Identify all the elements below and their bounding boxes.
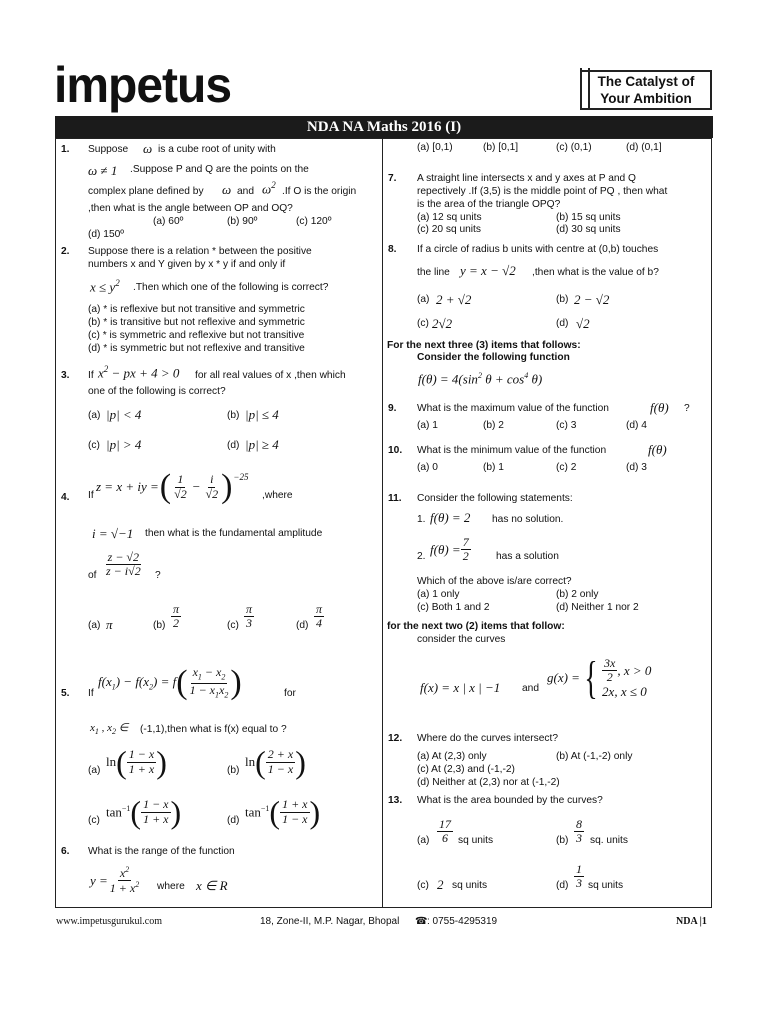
q2-text: numbers x and Y given by x * y if and only if <box>88 259 286 270</box>
q1-option-c: (c) 120º <box>296 216 332 227</box>
q4-z-expression: z = x + iy = ( $\frac{1}{√2}$ − $\frac{i}{√2}$ ) −25 <box>96 468 249 505</box>
tagline-line1: The Catalyst of <box>597 74 695 89</box>
g-x-definition: g(x) = { $\frac{3x}{2}$ , x > 0 2x, x ≤ 0 <box>547 652 652 703</box>
q2-number: 2. <box>61 246 70 257</box>
instruction-and: and <box>522 683 539 694</box>
q4-text: ,where <box>262 490 293 501</box>
q5-option-b-expr: ln ( $\frac{2 + x}{1 - x}$ ) <box>245 744 306 780</box>
q8-option-a-expr: 2 + √2 <box>436 292 472 307</box>
q13-option-d-expr: $\frac{1}{3}$ <box>576 862 582 891</box>
q11-option-d: (d) Neither 1 nor 2 <box>556 602 639 613</box>
q4-number: 4. <box>61 492 70 503</box>
q11-text: Consider the following statements: <box>417 493 573 504</box>
x-in-r: x ∈ R <box>196 878 228 893</box>
q11-statement-1-num: 1. <box>417 514 426 525</box>
q4-option-a: (a) <box>88 620 101 631</box>
q11-option-c: (c) Both 1 and 2 <box>417 602 490 613</box>
q13-option-a-expr: $\frac{17}{6}$ <box>439 817 451 846</box>
q8-text: the line <box>417 267 450 278</box>
q4-option-a-expr: π <box>106 617 113 632</box>
q1-text: .Suppose P and Q are the points on the <box>130 164 309 175</box>
q11-statement-2-eq: f(θ) = $\frac{7}{2}$ <box>430 535 469 564</box>
q3-text: If <box>88 370 94 381</box>
footer-website[interactable]: www.impetusgurukul.com <box>56 916 163 927</box>
q11-option-a: (a) 1 only <box>417 589 460 600</box>
q3-inequality: $x^2$ − px + 4 > 0 <box>98 364 180 381</box>
q12-option-d: (d) Neither at (2,3) nor at (-1,-2) <box>417 777 560 788</box>
f-theta: f(θ) <box>650 400 669 415</box>
q9-option-d: (d) 4 <box>626 420 647 431</box>
q4-text: If <box>88 490 94 501</box>
q7-option-c: (c) 20 sq units <box>417 224 481 235</box>
q1-text: is a cube root of unity with <box>158 144 276 155</box>
q9-number: 9. <box>388 403 397 414</box>
q13-option-c: (c) <box>417 880 429 891</box>
q5-option-d: (d) <box>227 815 240 826</box>
q5-text: If <box>88 688 94 699</box>
q4-option-d: (d) <box>296 620 309 631</box>
q7-option-b: (b) 15 sq units <box>556 212 621 223</box>
q7-text: A straight line intersects x and y axes at P and Q <box>417 173 636 184</box>
q5-option-a-expr: ln ( $\frac{1 - x}{1 + x}$ ) <box>106 744 167 780</box>
q11-statement-1-eq: f(θ) = 2 <box>430 510 471 525</box>
q6-option-c: (c) (0,1) <box>556 142 592 153</box>
q1-number: 1. <box>61 144 70 155</box>
q11-number: 11. <box>388 493 402 504</box>
q8-option-d: (d) <box>556 318 569 329</box>
instruction-function: Consider the following function <box>417 352 570 363</box>
footer-phone: : 0755-4295319 <box>427 916 498 927</box>
q13-option-b-unit: sq. units <box>590 835 628 846</box>
q10-number: 10. <box>388 445 403 456</box>
omega-squared: $\omega^2$ <box>262 180 276 197</box>
q8-option-c: (c) <box>417 318 429 329</box>
instruction-curves: consider the curves <box>417 634 506 645</box>
q10-option-d: (d) 3 <box>626 462 647 473</box>
q4-option-c-expr: $\frac{\pi}{3}$ <box>246 602 253 631</box>
q8-text: ,then what is the value of b? <box>532 267 659 278</box>
q9-option-a: (a) 1 <box>417 420 438 431</box>
q12-option-b: (b) At (-1,-2) only <box>556 751 633 762</box>
q5-option-b: (b) <box>227 765 240 776</box>
q7-text: repectively .If (3,5) is the middle point of PQ , then what <box>417 186 668 197</box>
q1-option-b: (b) 90º <box>227 216 258 227</box>
q6-function: y = $\frac{x^2}{1 + x^2}$ <box>90 865 140 896</box>
q1-text: .If O is the origin <box>282 186 357 197</box>
q2-option-d: (d) * is symmetric but not reflexive and transitive <box>88 343 305 354</box>
q3-option-c-expr: |p| > 4 <box>106 437 142 452</box>
column-divider <box>382 138 383 908</box>
q5-option-c-expr: $\tan^{-1}$ ( $\frac{1 - x}{1 + x}$ ) <box>106 794 182 830</box>
q3-option-d: (d) <box>227 440 240 451</box>
q13-text: What is the area bounded by the curves? <box>417 795 603 806</box>
q1-text: complex plane defined by <box>88 186 204 197</box>
q3-text: for all real values of x ,then which <box>195 370 346 381</box>
q9-text: What is the maximum value of the function <box>417 403 609 414</box>
q1-text: Suppose <box>88 144 129 155</box>
q13-option-a: (a) <box>417 835 430 846</box>
q12-text: Where do the curves intersect? <box>417 733 558 744</box>
q5-option-a: (a) <box>88 765 101 776</box>
q11-text: Which of the above is/are correct? <box>417 576 572 587</box>
q1-option-d: (d) 150º <box>88 229 124 240</box>
phone-icon: ☎ <box>415 916 428 927</box>
q4-option-c: (c) <box>227 620 239 631</box>
q5-option-c: (c) <box>88 815 100 826</box>
omega-ne-1: ω ≠ 1 <box>88 163 118 178</box>
q12-option-c: (c) At (2,3) and (-1,-2) <box>417 764 515 775</box>
q6-option-d: (d) (0,1] <box>626 142 662 153</box>
q13-option-a-unit: sq units <box>458 835 494 846</box>
q10-option-a: (a) 0 <box>417 462 438 473</box>
q12-option-a: (a) At (2,3) only <box>417 751 487 762</box>
omega-symbol: ω <box>222 182 232 197</box>
q13-option-c-unit: sq units <box>452 880 488 891</box>
q7-option-d: (d) 30 sq units <box>556 224 621 235</box>
q9-option-b: (b) 2 <box>483 420 504 431</box>
f-theta: f(θ) <box>648 442 667 457</box>
q11-statement-2: has a solution <box>496 551 559 562</box>
q2-text: .Then which one of the following is correct? <box>133 282 329 293</box>
q8-text: If a circle of radius b units with centre at (0,b) touches <box>417 244 659 255</box>
q6-text: where <box>157 881 185 892</box>
q4-option-b: (b) <box>153 620 166 631</box>
q3-option-a: (a) <box>88 410 101 421</box>
q11-statement-1: has no solution. <box>492 514 564 525</box>
q8-number: 8. <box>388 244 397 255</box>
q6-text: What is the range of the function <box>88 846 235 857</box>
q8-option-d-expr: √2 <box>576 316 590 331</box>
q3-option-c: (c) <box>88 440 100 451</box>
q8-option-a: (a) <box>417 294 430 305</box>
x1-x2-in: $x_1$ , $x_2$ ∈ <box>90 722 129 737</box>
q13-option-c-expr: 2 <box>437 877 444 892</box>
q13-option-d-unit: sq units <box>588 880 624 891</box>
tagline-line2: Your Ambition <box>600 90 692 106</box>
footer-page: NDA |1 <box>676 916 707 927</box>
q2-option-a: (a) * is reflexive but not transitive and symmetric <box>88 304 305 315</box>
q5-text: for <box>284 688 296 699</box>
q3-number: 3. <box>61 370 70 381</box>
q2-option-c: (c) * is symmetric and reflexive but not transitive <box>88 330 305 341</box>
q11-statement-2-num: 2. <box>417 551 426 562</box>
q3-option-b-expr: |p| ≤ 4 <box>245 407 279 422</box>
brand-logo: impetus <box>54 57 232 114</box>
q10-option-c: (c) 2 <box>556 462 577 473</box>
q9-option-c: (c) 3 <box>556 420 577 431</box>
q10-text: What is the minimum value of the function <box>417 445 607 456</box>
q9-text: ? <box>684 403 690 414</box>
q8-line-eq: y = x − √2 <box>460 263 516 278</box>
q5-functional-equation: $f(x_1) - f(x_2) = f$ ( $\frac{x_1 - x_2}{1 - x_1x_2}$ ) <box>98 664 242 701</box>
q2-option-b: (b) * is transitive but not reflexive and symmetric <box>88 317 305 328</box>
q1-option-a: (a) 60º <box>153 216 184 227</box>
instruction-next-two: for the next two (2) items that follow: <box>387 621 565 632</box>
q2-text: Suppose there is a relation * between the positive <box>88 246 312 257</box>
q13-option-b-expr: $\frac{8}{3}$ <box>576 817 582 846</box>
q5-number: 5. <box>61 688 70 699</box>
footer-address: 18, Zone-II, M.P. Nagar, Bhopal <box>260 916 400 927</box>
instruction-next-three: For the next three (3) items that follows: <box>387 340 581 351</box>
q3-option-a-expr: |p| < 4 <box>106 407 142 422</box>
q4-fraction: $\frac{z - √2}{z - i√2}$ <box>106 550 141 579</box>
omega-symbol: ω <box>143 141 153 156</box>
q7-option-a: (a) 12 sq units <box>417 212 482 223</box>
q8-option-c-expr: 2√2 <box>432 316 453 331</box>
f-x-definition: f(x) = x | x | −1 <box>420 680 501 695</box>
q4-option-d-expr: $\frac{\pi}{4}$ <box>316 602 323 631</box>
q6-option-a: (a) [0,1) <box>417 142 453 153</box>
q10-option-b: (b) 1 <box>483 462 504 473</box>
q1-text: and <box>237 186 254 197</box>
q5-option-d-expr: $\tan^{-1}$ ( $\frac{1 + x}{1 - x}$ ) <box>245 794 321 830</box>
x-le-y2: $x \le y^2$ <box>90 278 120 295</box>
page-title: NDA NA Maths 2016 (I) <box>55 116 713 138</box>
q4-text: then what is the fundamental amplitude <box>145 528 323 539</box>
q4-text: ? <box>155 570 161 581</box>
q7-text: is the area of the triangle OPQ? <box>417 199 561 210</box>
q13-option-d: (d) <box>556 880 569 891</box>
q6-option-b: (b) [0,1] <box>483 142 519 153</box>
q13-number: 13. <box>388 795 403 806</box>
q4-text: of <box>88 570 97 581</box>
q1-text: ,then what is the angle between OP and OQ? <box>88 203 293 214</box>
q8-option-b: (b) <box>556 294 569 305</box>
f-theta-definition: $f(\theta) = 4(\sin^2$ $\theta + \cos^4 \theta$) <box>418 371 543 387</box>
q13-option-b: (b) <box>556 835 569 846</box>
q11-option-b: (b) 2 only <box>556 589 599 600</box>
q5-text: (-1,1),then what is f(x) equal to ? <box>140 724 287 735</box>
tagline <box>582 70 712 110</box>
q3-option-b: (b) <box>227 410 240 421</box>
q6-number: 6. <box>61 846 70 857</box>
q12-number: 12. <box>388 733 403 744</box>
q3-option-d-expr: |p| ≥ 4 <box>245 437 279 452</box>
q7-number: 7. <box>388 173 397 184</box>
q8-option-b-expr: 2 − √2 <box>574 292 610 307</box>
q4-option-b-expr: $\frac{\pi}{2}$ <box>173 602 180 631</box>
i-def: i = √−1 <box>92 526 134 541</box>
q3-text: one of the following is correct? <box>88 386 226 397</box>
